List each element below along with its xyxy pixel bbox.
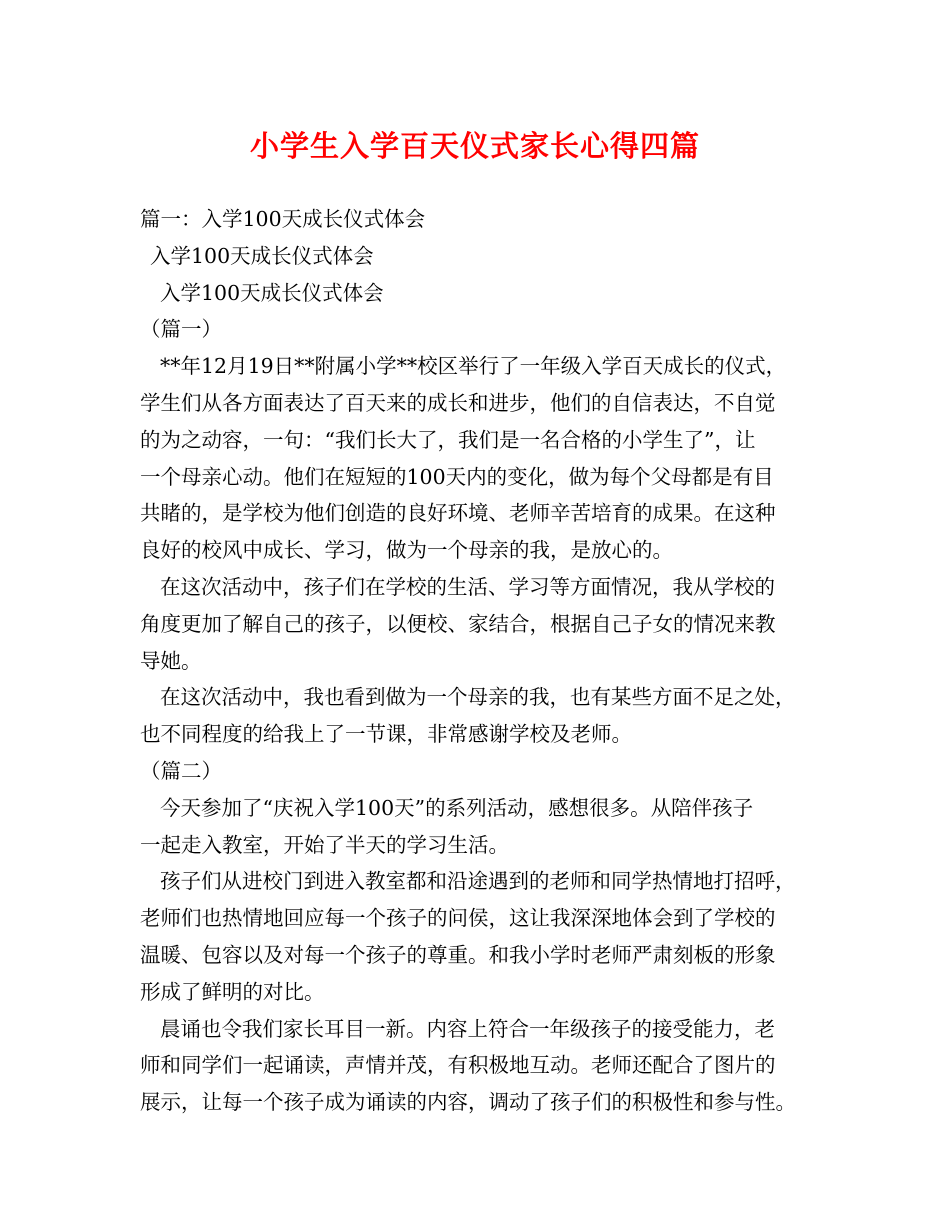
- paragraph-line: 的为之动容，一句：“我们长大了，我们是一名合格的小学生了”，让: [140, 427, 756, 452]
- paragraph-line: **年12月19日**附属小学**校区举行了一年级入学百天成长的仪式，: [160, 354, 787, 379]
- paragraph-line: 良好的校风中成长、学习，做为一个母亲的我，是放心的。: [140, 538, 673, 563]
- paragraph-line: 形成了鲜明的对比。: [140, 979, 325, 1004]
- part-label: （篇二）: [140, 758, 222, 783]
- document-title: 小学生入学百天仪式家长心得四篇: [249, 129, 700, 163]
- subheading: 入学100天成长仪式体会: [160, 280, 384, 305]
- paragraph-line: 孩子们从进校门到进入教室都和沿途遇到的老师和同学热情地打招呼，: [160, 869, 796, 894]
- part-label: （篇一）: [140, 317, 222, 342]
- paragraph-line: 晨诵也令我们家长耳目一新。内容上符合一年级孩子的接受能力，老: [160, 1016, 775, 1041]
- paragraph-line: 温暖、包容以及对每一个孩子的尊重。和我小学时老师严肃刻板的形象: [140, 942, 776, 967]
- paragraph-line: 也不同程度的给我上了一节课，非常感谢学校及老师。: [140, 722, 632, 747]
- paragraph-line: 师和同学们一起诵读，声情并茂，有积极地互动。老师还配合了图片的: [140, 1053, 776, 1078]
- paragraph-line: 学生们从各方面表达了百天来的成长和进步，他们的自信表达，不自觉: [140, 390, 776, 415]
- paragraph-line: 导她。: [140, 648, 202, 673]
- section-heading: 篇一：入学100天成长仪式体会: [140, 207, 426, 231]
- document-body: [140, 201, 820, 1121]
- paragraph-line: 在这次活动中，孩子们在学校的生活、学习等方面情况，我从学校的: [160, 574, 775, 599]
- paragraph-line: 老师们也热情地回应每一个孩子的问侯，这让我深深地体会到了学校的: [140, 906, 776, 931]
- paragraph-line: 今天参加了“庆祝入学100天”的系列活动，感想很多。从陪伴孩子: [160, 795, 754, 820]
- paragraph-line: 展示，让每一个孩子成为诵读的内容，调动了孩子们的积极性和参与性。: [140, 1090, 796, 1115]
- subheading: 入学100天成长仪式体会: [150, 243, 374, 268]
- paragraph-line: 角度更加了解自己的孩子，以便校、家结合，根据自己子女的情况来教: [140, 611, 776, 636]
- paragraph-line: 共睹的，是学校为他们创造的良好环境、老师辛苦培育的成果。在这种: [140, 501, 776, 526]
- paragraph-line: 在这次活动中，我也看到做为一个母亲的我，也有某些方面不足之处，: [160, 685, 796, 710]
- paragraph-line: 一起走入教室，开始了半天的学习生活。: [140, 832, 509, 857]
- paragraph-line: 一个母亲心动。他们在短短的100天内的变化，做为每个父母都是有目: [140, 464, 774, 489]
